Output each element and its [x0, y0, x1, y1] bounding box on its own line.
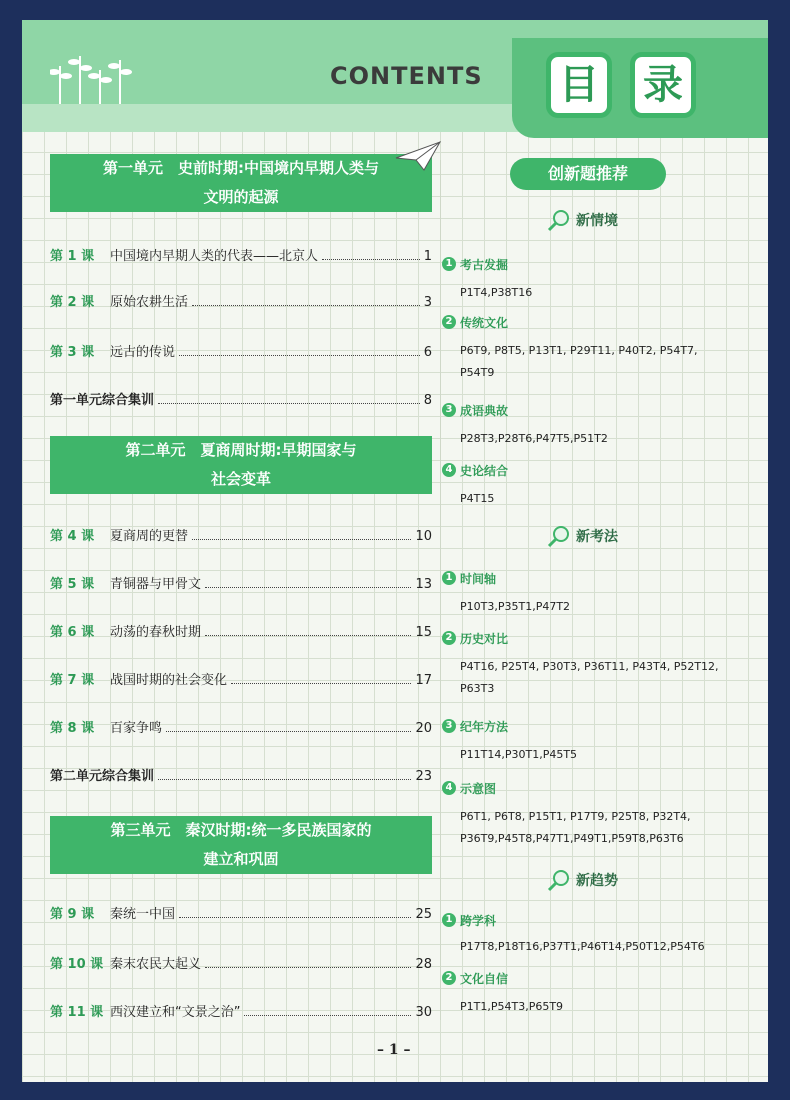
toc-row[interactable] — [50, 338, 432, 360]
category-text: 史论结合 — [460, 463, 509, 478]
category-label — [442, 460, 508, 480]
category-text: 成语典故 — [460, 403, 509, 418]
page-ref: 28 — [415, 957, 432, 972]
title-char-2: 录 — [630, 52, 696, 118]
leader-dots — [322, 259, 420, 260]
unit-1-header — [50, 154, 432, 212]
section-heading — [546, 868, 618, 892]
lesson-number: 第 11 课 — [50, 1005, 104, 1020]
leader-dots — [192, 539, 411, 540]
toc-row[interactable] — [50, 714, 432, 736]
section-heading-text: 新考法 — [576, 529, 618, 545]
lesson-number: 第 9 课 — [50, 907, 95, 922]
category-text: 跨学科 — [460, 913, 497, 928]
page-ref: 15 — [415, 625, 432, 640]
reference-list — [460, 744, 760, 766]
reference-line: P4T16, P25T4, P30T3, P36T11, P43T4, P52T12, — [460, 660, 719, 673]
magnifier-icon — [546, 524, 572, 548]
leader-dots — [192, 305, 420, 306]
review-title: 第二单元综合集训 — [50, 769, 155, 784]
number-badge: 4 — [442, 463, 456, 477]
category-label — [442, 910, 496, 930]
column-divider — [440, 160, 441, 1020]
number-badge: 1 — [442, 571, 456, 585]
category-label — [442, 400, 508, 420]
reference-line: P1T4,P38T16 — [460, 286, 533, 299]
category-text: 示意图 — [460, 781, 497, 796]
magnifier-icon — [546, 868, 572, 892]
page-ref: 13 — [415, 577, 432, 592]
page-ref: 10 — [415, 529, 432, 544]
lesson-title: 夏商周的更替 — [110, 529, 189, 544]
review-title: 第一单元综合集训 — [50, 393, 155, 408]
category-label — [442, 568, 496, 588]
reference-list — [460, 806, 760, 850]
reference-list — [460, 340, 760, 384]
page-ref: 25 — [415, 907, 432, 922]
leader-dots — [179, 917, 411, 918]
number-badge: 2 — [442, 315, 456, 329]
category-text: 考古发掘 — [460, 257, 509, 272]
reference-list — [460, 428, 760, 450]
lesson-title: 远古的传说 — [110, 345, 176, 360]
leader-dots — [205, 587, 411, 588]
page-ref: 23 — [415, 769, 432, 784]
lesson-number: 第 2 课 — [50, 295, 95, 310]
section-heading — [546, 524, 618, 548]
unit-title-line1: 第二单元 夏商周时期:早期国家与 — [125, 441, 357, 459]
toc-row[interactable] — [50, 570, 432, 592]
reference-line: P10T3,P35T1,P47T2 — [460, 600, 571, 613]
leader-dots — [158, 403, 420, 404]
reference-list — [460, 656, 760, 700]
magnifier-icon — [546, 208, 572, 232]
number-badge: 1 — [442, 257, 456, 271]
leader-dots — [205, 635, 411, 636]
toc-row[interactable] — [50, 618, 432, 640]
lesson-number: 第 4 课 — [50, 529, 95, 544]
lesson-title: 西汉建立和“文景之治” — [110, 1005, 241, 1020]
number-badge: 1 — [442, 913, 456, 927]
title-char-1: 目 — [546, 52, 612, 118]
lesson-title: 秦末农民大起义 — [110, 957, 202, 972]
toc-row[interactable] — [50, 950, 432, 972]
unit-title-line2: 文明的起源 — [203, 188, 279, 206]
toc-row-review[interactable] — [50, 386, 432, 408]
reference-line: P17T8,P18T16,P37T1,P46T14,P50T12,P54T6 — [460, 940, 705, 953]
toc-row[interactable] — [50, 900, 432, 922]
toc-row-review[interactable] — [50, 762, 432, 784]
lesson-title: 战国时期的社会变化 — [110, 673, 228, 688]
recommend-title: 创新题推荐 — [510, 158, 666, 190]
toc-row[interactable] — [50, 242, 432, 264]
section-heading-text: 新情境 — [576, 213, 618, 229]
page-ref: 6 — [423, 345, 432, 360]
reference-line: P28T3,P28T6,P47T5,P51T2 — [460, 432, 608, 445]
toc-row[interactable] — [50, 288, 432, 310]
page-ref: 30 — [415, 1005, 432, 1020]
reference-list — [460, 936, 760, 958]
reference-list — [460, 488, 760, 510]
page-number: – 1 – — [377, 1042, 411, 1058]
section-heading-text: 新趋势 — [576, 873, 618, 889]
number-badge: 3 — [442, 403, 456, 417]
lesson-title: 百家争鸣 — [110, 721, 163, 736]
reference-line: P6T9, P8T5, P13T1, P29T11, P40T2, P54T7, — [460, 344, 698, 357]
unit-title-line2: 建立和巩固 — [203, 850, 279, 868]
category-label — [442, 628, 508, 648]
lesson-title: 动荡的春秋时期 — [110, 625, 202, 640]
page-ref: 17 — [415, 673, 432, 688]
category-label — [442, 312, 508, 332]
toc-row[interactable] — [50, 666, 432, 688]
reference-line: P63T3 — [460, 682, 495, 695]
category-label — [442, 968, 508, 988]
toc-row[interactable] — [50, 522, 432, 544]
leader-dots — [158, 779, 411, 780]
category-text: 时间轴 — [460, 571, 497, 586]
leader-dots — [231, 683, 411, 684]
category-text: 纪年方法 — [460, 719, 509, 734]
reference-list — [460, 996, 760, 1018]
number-badge: 4 — [442, 781, 456, 795]
category-label — [442, 778, 496, 798]
lesson-number: 第 6 课 — [50, 625, 95, 640]
page-ref: 20 — [415, 721, 432, 736]
lesson-number: 第 1 课 — [50, 249, 95, 264]
page-ref: 3 — [423, 295, 432, 310]
lesson-title: 原始农耕生活 — [110, 295, 189, 310]
category-label — [442, 716, 508, 736]
unit-title-line1: 第一单元 史前时期:中国境内早期人类与 — [102, 159, 379, 177]
category-text: 传统文化 — [460, 315, 509, 330]
reference-list — [460, 282, 760, 304]
lesson-title: 中国境内早期人类的代表——北京人 — [110, 249, 319, 264]
lesson-title: 青铜器与甲骨文 — [110, 577, 202, 592]
lesson-number: 第 3 课 — [50, 345, 95, 360]
reference-list — [460, 596, 760, 618]
section-heading — [546, 208, 618, 232]
page-ref: 1 — [423, 249, 432, 264]
category-label — [442, 254, 508, 274]
reference-line: P4T15 — [460, 492, 495, 505]
paper-plane-icon — [394, 138, 442, 172]
unit-3-header — [50, 816, 432, 874]
number-badge: 2 — [442, 971, 456, 985]
toc-row[interactable] — [50, 998, 432, 1020]
page-ref: 8 — [423, 393, 432, 408]
leader-dots — [179, 355, 420, 356]
reference-line: P36T9,P45T8,P47T1,P49T1,P59T8,P63T6 — [460, 832, 684, 845]
contents-title: CONTENTS — [330, 62, 483, 90]
lesson-number: 第 5 课 — [50, 577, 95, 592]
leader-dots — [205, 967, 411, 968]
number-badge: 2 — [442, 631, 456, 645]
lesson-title: 秦统一中国 — [110, 907, 176, 922]
reference-line: P1T1,P54T3,P65T9 — [460, 1000, 564, 1013]
unit-2-header — [50, 436, 432, 494]
document-page — [22, 20, 768, 1082]
unit-title-line2: 社会变革 — [210, 470, 271, 488]
category-text: 历史对比 — [460, 631, 509, 646]
lesson-number: 第 7 课 — [50, 673, 95, 688]
lesson-number: 第 10 课 — [50, 957, 104, 972]
reference-line: P6T1, P6T8, P15T1, P17T9, P25T8, P32T4, — [460, 810, 691, 823]
leader-dots — [244, 1015, 411, 1016]
lesson-number: 第 8 课 — [50, 721, 95, 736]
unit-title-line1: 第三单元 秦汉时期:统一多民族国家的 — [110, 821, 372, 839]
sprout-decoration-icon — [50, 46, 140, 106]
leader-dots — [166, 731, 411, 732]
reference-line: P11T14,P30T1,P45T5 — [460, 748, 578, 761]
number-badge: 3 — [442, 719, 456, 733]
reference-line: P54T9 — [460, 366, 495, 379]
category-text: 文化自信 — [460, 971, 509, 986]
